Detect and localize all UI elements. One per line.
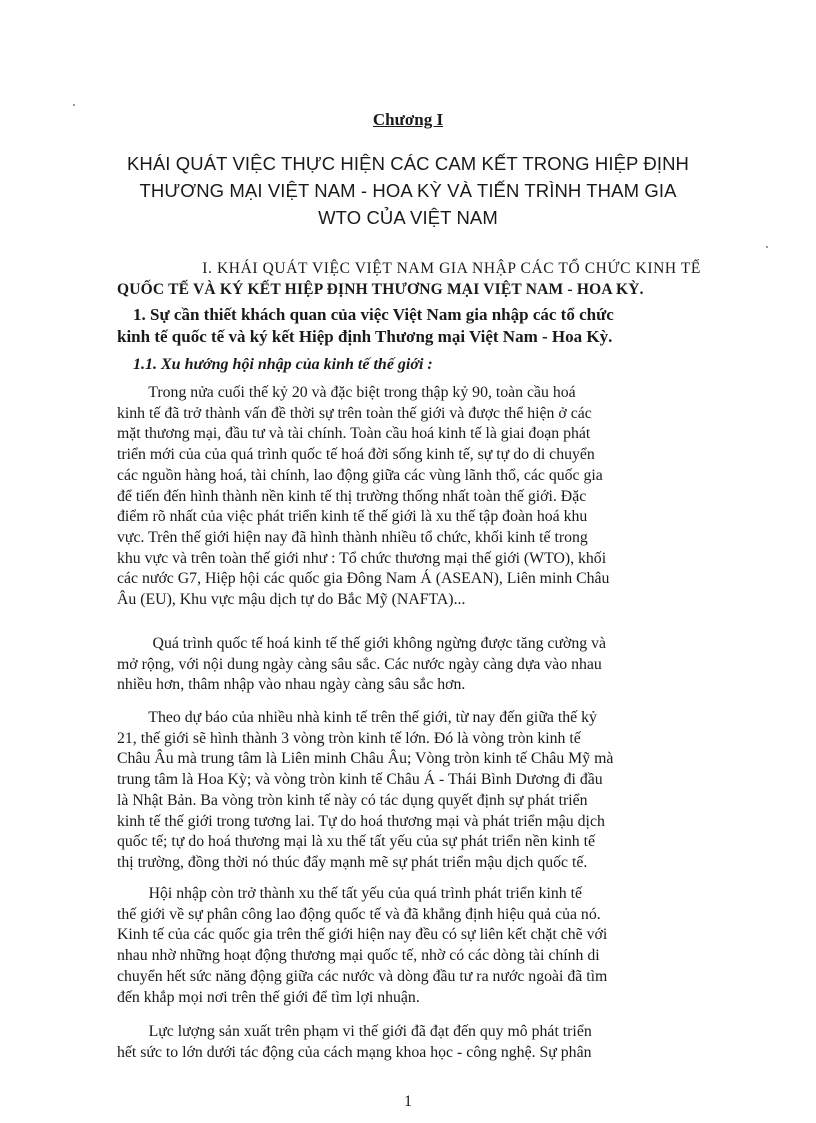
paragraph-line: chuyển hết sức năng động giữa các nước và dòng đầu tư ra nước ngoài đã tìm bbox=[117, 967, 608, 985]
paragraph-line: Trong nửa cuối thế kỷ 20 và đặc biệt trong thập kỷ 90, toàn cầu hoá bbox=[117, 384, 576, 401]
paragraph-line: kinh tế thế giới trong tương lai. Tự do hoá thương mại và phát triển mậu dịch bbox=[117, 812, 605, 830]
subsubsection-heading: 1.1. Xu hướng hội nhập của kinh tế thế giới : bbox=[133, 356, 433, 373]
paragraph-line: thị trường, đồng thời nó thúc đẩy mạnh mẽ sự phát triển mậu dịch quốc tế. bbox=[117, 853, 588, 871]
paragraph-line: Lực lượng sản xuất trên phạm vi thế giới đã đạt đến quy mô phát triển bbox=[117, 1023, 592, 1040]
paragraph-line: hết sức to lớn dưới tác động của cách mạng khoa học - công nghệ. Sự phân bbox=[117, 1043, 592, 1061]
chapter-title bbox=[100, 150, 716, 231]
paragraph-line: quốc tế; tự do hoá thương mại là xu thế tất yếu của sự phát triển nền kinh tế bbox=[117, 833, 595, 851]
subsection-heading-line: kinh tế quốc tế và ký kết Hiệp định Thương mại Việt Nam - Hoa Kỳ. bbox=[117, 327, 613, 346]
paragraph-line: triển mới của của quá trình quốc tế hoá đời sống kinh tế, sự tự do di chuyển bbox=[117, 446, 595, 464]
paragraph-line: là Nhật Bản. Ba vòng tròn kinh tế này có tác dụng quyết định sự phát triển bbox=[117, 791, 588, 809]
paragraph bbox=[117, 634, 707, 696]
paragraph-line: trung tâm là Hoa Kỳ; và vòng tròn kinh tế Châu Á - Thái Bình Dương đi đầu bbox=[117, 771, 603, 789]
paragraph-line: Châu Âu mà trung tâm là Liên minh Châu Âu; Vòng tròn kinh tế Châu Mỹ mà bbox=[117, 750, 614, 768]
paragraph-line: nhiều hơn, thâm nhập vào nhau ngày càng sâu sắc hơn. bbox=[117, 676, 466, 694]
paragraph bbox=[117, 383, 707, 611]
paragraph-line: các nguồn hàng hoá, tài chính, lao động giữa các vùng lãnh thổ, các quốc gia bbox=[117, 466, 603, 484]
paragraph-line: Theo dự báo của nhiều nhà kinh tế trên thế giới, từ nay đến giữa thế kỷ bbox=[117, 709, 597, 726]
section-heading-line: QUỐC TẾ VÀ KÝ KẾT HIỆP ĐỊNH THƯƠNG MẠI VIỆT NAM - HOA KỲ. bbox=[117, 281, 644, 298]
paragraph-line: kinh tế đã trở thành vấn đề thời sự trên toàn thế giới và được thể hiện ở các bbox=[117, 404, 592, 422]
subsection-heading-line: 1. Sự cần thiết khách quan của việc Việt Nam gia nhập các tổ chức bbox=[133, 305, 614, 324]
paragraph-line: mặt thương mại, đầu tư và tài chính. Toàn cầu hoá kinh tế là giai đoạn phát bbox=[117, 425, 591, 443]
paragraph-line: mở rộng, với nội dung ngày càng sâu sắc. Các nước ngày càng dựa vào nhau bbox=[117, 655, 602, 673]
chapter-title-line: WTO CỦA VIỆT NAM bbox=[318, 207, 498, 228]
paragraph-line: khu vực và trên toàn thế giới như : Tổ chức thương mại thế giới (WTO), khối bbox=[117, 549, 607, 567]
paragraph-line: Âu (EU), Khu vực mậu dịch tự do Bắc Mỹ (NAFTA)... bbox=[117, 591, 466, 609]
paragraph-line: 21, thế giới sẽ hình thành 3 vòng tròn kinh tế lớn. Đó là vòng tròn kinh tế bbox=[117, 729, 581, 747]
paragraph-line: điểm rõ nhất của việc phát triển kinh tế thế giới là xu thế tập đoàn hoá khu bbox=[117, 508, 588, 526]
page-number: 1 bbox=[404, 1093, 412, 1110]
section-heading-line: I. KHÁI QUÁT VIỆC VIỆT NAM GIA NHẬP CÁC TỔ CHỨC KINH TẾ bbox=[202, 260, 701, 277]
paragraph-line: các nước G7, Hiệp hội các quốc gia Đông Nam Á (ASEAN), Liên minh Châu bbox=[117, 570, 610, 588]
paragraph-line: để tiến đến hình thành nền kinh tế thị trường thống nhất toàn thế giới. Đặc bbox=[117, 487, 587, 505]
paragraph-line: Kinh tế của các quốc gia trên thế giới hiện nay đều có sự liên kết chặt chẽ với bbox=[117, 926, 608, 944]
scan-speck bbox=[73, 104, 75, 106]
chapter-title-line: THƯƠNG MẠI VIỆT NAM - HOA KỲ VÀ TIẾN TRÌNH THAM GIA bbox=[139, 180, 677, 201]
paragraph-line: Hội nhập còn trở thành xu thế tất yếu của quá trình phát triển kinh tế bbox=[117, 885, 583, 902]
paragraph-line: Quá trình quốc tế hoá kinh tế thế giới không ngừng được tăng cường và bbox=[117, 635, 607, 652]
section-heading bbox=[117, 258, 707, 300]
paragraph-line: đến khắp mọi nơi trên thế giới để tìm lợi nhuận. bbox=[117, 988, 420, 1006]
paragraph-line: vực. Trên thế giới hiện nay đã hình thành nhiều tổ chức, khối kinh tế trong bbox=[117, 528, 588, 546]
paragraph-line: thế giới về sự phân công lao động quốc tế và đã khẳng định hiệu quả của nó. bbox=[117, 905, 601, 923]
paragraph bbox=[117, 884, 707, 1008]
paragraph-line: nhau nhờ những hoạt động thương mại quốc tế, nhờ có các dòng tài chính di bbox=[117, 947, 600, 965]
paragraph bbox=[117, 1022, 707, 1063]
scan-speck bbox=[766, 246, 768, 248]
subsection-heading bbox=[117, 304, 707, 348]
paragraph bbox=[117, 708, 707, 874]
chapter-title-line: KHÁI QUÁT VIỆC THỰC HIỆN CÁC CAM KẾT TRONG HIỆP ĐỊNH bbox=[126, 153, 690, 174]
chapter-heading: Chương I bbox=[372, 110, 444, 129]
